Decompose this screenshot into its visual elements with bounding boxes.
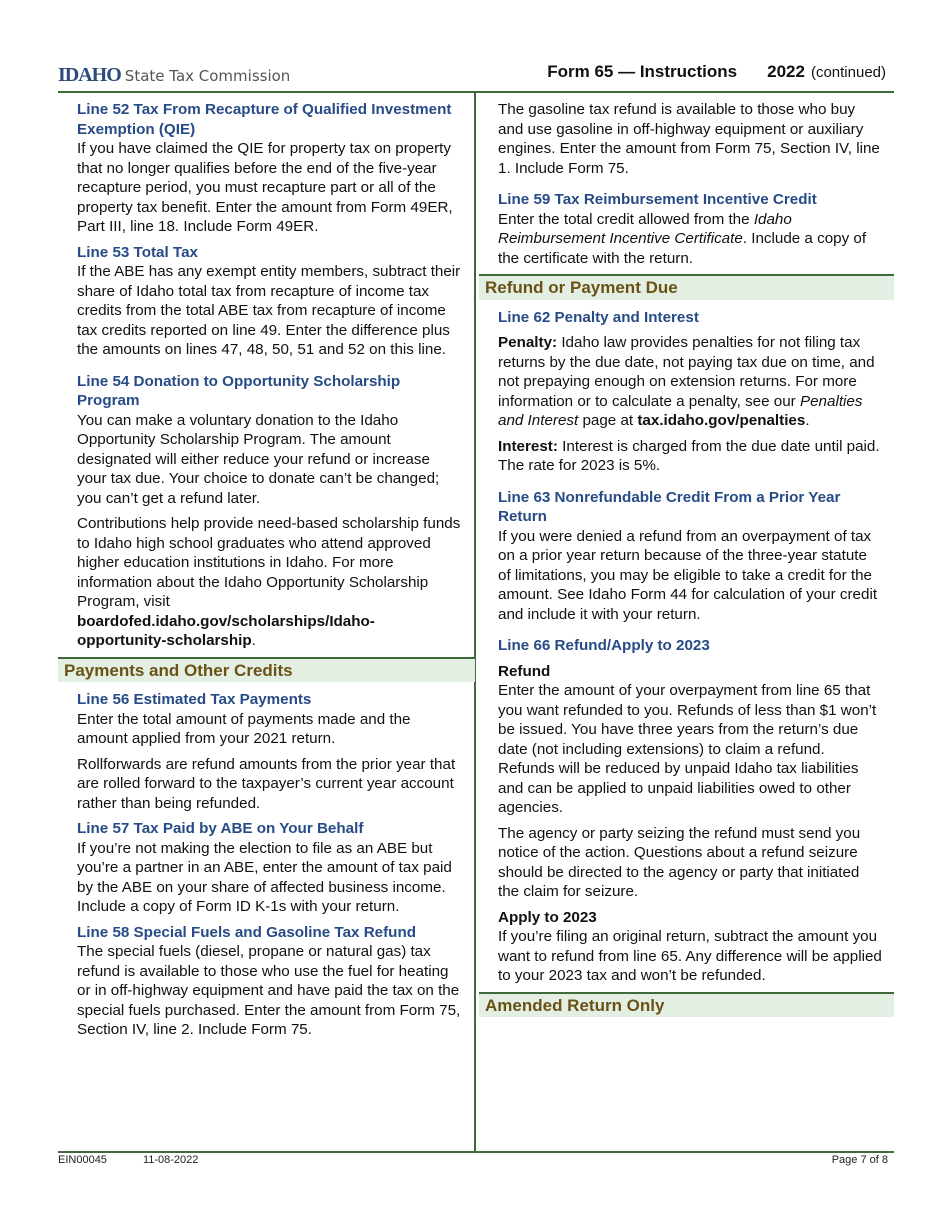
footer-divider: [58, 1151, 894, 1153]
logo-text: IDAHO: [58, 64, 121, 86]
line-52-section: [77, 100, 462, 237]
penalty-body-b: page at: [582, 412, 634, 429]
section-refund-payment: Refund or Payment Due: [479, 274, 894, 300]
section-payments-credits: Payments and Other Credits: [58, 657, 475, 683]
line-56-heading: Line 56 Estimated Tax Payments: [77, 691, 312, 708]
line-56-section: [77, 690, 462, 813]
line-58-continued: [498, 100, 883, 178]
line-59-heading: Line 59 Tax Reimbursement Incentive Credit: [498, 191, 817, 208]
period: .: [251, 632, 256, 649]
interest-body: Interest is charged from the due date until paid. The rate for 2023 is 5%.: [498, 437, 880, 474]
section-amended-return: Amended Return Only: [479, 992, 894, 1018]
page-number: Page 7 of 8: [831, 1154, 888, 1166]
penalties-link[interactable]: tax.idaho.gov/penalties: [637, 412, 806, 429]
penalty-body-a: Idaho law provides penalties for not filing tax returns by the due date, not paying tax due on time, and not prepaying enough on extension returns. For more information or to calculate a penalty, see our: [498, 334, 875, 410]
penalty-text: [498, 333, 883, 431]
line-54-text-2: [77, 514, 462, 651]
refund-seizure-text: The agency or party seizing the refund must send you notice of the action. Questions about a refund seizure should be directed to the agency or party that initiated the claim for seizure.: [498, 824, 861, 900]
certificate-name: Idaho Reimbursement Incentive Certificate: [498, 210, 792, 247]
refund-subheading: Refund: [498, 662, 551, 680]
line-58-section: [77, 923, 462, 1040]
line-59-section: [498, 190, 883, 268]
apply-text: If you’re filing an original return, subtract the amount you want to refund from line 65. Any difference will be applied to your 2023 tax and won’t be refunded.: [498, 928, 882, 984]
line-53-text: If the ABE has any exempt entity members, subtract their share of Idaho total tax from recapture of income tax credits from the total ABE tax from recapture of income tax credits reported on line 49. Enter the difference plus the amounts on lines 47, 48, 50, 51 and 52 on this line.: [77, 263, 461, 358]
line-53-heading: Line 53 Total Tax: [77, 243, 198, 261]
interest-text: [498, 437, 883, 476]
form-title: [547, 62, 886, 82]
form-year: 2022: [767, 62, 805, 81]
line-62-section: [498, 308, 883, 476]
line-52-text: If you have claimed the QIE for property tax on property that no longer qualifies before the end of the five-year recapture period, you must recapture part or all of the property tax benefit. Enter the amount from Form 49ER, Part III, line 18. Include Form 49ER.: [77, 140, 453, 235]
left-column: [64, 100, 462, 1046]
form-code: EIN00045: [58, 1154, 107, 1166]
continued-label: (continued): [810, 64, 886, 81]
form-name: Form 65 — Instructions: [547, 62, 738, 81]
line-59-text: [498, 210, 883, 269]
line-63-heading: Line 63 Nonrefundable Credit From a Prior Year Return: [498, 488, 841, 525]
line-59-text-b: . Include a copy of the certificate with the return.: [498, 230, 867, 267]
revision-date: 11-08-2022: [142, 1154, 199, 1166]
idaho-logo: [58, 64, 290, 87]
line-57-heading: Line 57 Tax Paid by ABE on Your Behalf: [77, 820, 364, 837]
penalty-label: Penalty:: [498, 334, 558, 351]
line-54-heading: Line 54 Donation to Opportunity Scholarship Program: [77, 372, 401, 409]
line-66-heading: Line 66 Refund/Apply to 2023: [498, 637, 710, 654]
apply-subheading: Apply to 2023: [498, 908, 597, 926]
line-59-text-a: Enter the total credit allowed from the: [498, 210, 750, 228]
line-56-text-2: Rollforwards are refund amounts from the prior year that are rolled forward to the taxpayer’s current year account rather than being refunded.: [77, 755, 456, 812]
column-divider: [474, 92, 476, 1152]
agency-name: State Tax Commission: [124, 67, 291, 85]
refund-text: Enter the amount of your overpayment from line 65 that you want refunded to you. Refunds of less than $1 won’t be issued. You have three years from the return’s due date (not including extensions) to claim a refund. Refunds will be reduced by unpaid Idaho tax liabilities and can be applied to unpaid liabilities owed to other agencies.: [498, 682, 877, 816]
right-column: [485, 100, 883, 1025]
interest-label: Interest:: [498, 437, 558, 455]
line-54-section: [77, 372, 462, 651]
line-57-section: [77, 819, 462, 917]
line-58-text: The special fuels (diesel, propane or natural gas) tax refund is available to those who use the fuel for heating or in off-highway equipment and have paid the tax on the special fuels purchased. Enter the amount from Form 75, Section IV, line 2. Include Form 75.: [77, 943, 461, 1038]
line-57-text: If you’re not making the election to file as an ABE but you’re a partner in an ABE, enter the amount of tax paid by the ABE on your share of affected business income. Include a copy of Form ID K-1s with your return.: [77, 839, 452, 915]
penalties-page-name: Penalties and Interest: [498, 392, 863, 429]
line-56-text: Enter the total amount of payments made and the amount applied from your 2021 return.: [77, 710, 411, 747]
period: .: [805, 412, 810, 429]
scholarship-link[interactable]: boardofed.idaho.gov/scholarships/Idaho-opportunity-scholarship: [77, 612, 375, 649]
page-footer: [58, 1154, 894, 1166]
line-66-section: [498, 636, 883, 986]
page-header: [58, 60, 894, 92]
line-54-text: You can make a voluntary donation to the Idaho Opportunity Scholarship Program. The amount designated will either reduce your refund or increase your tax due. Your choice to donate can’t be changed; you can’t get a refund later.: [77, 411, 440, 507]
gasoline-refund-text: The gasoline tax refund is available to those who buy and use gasoline in off-highway equipment or auxiliary engines. Enter the amount from Form 75, Section IV, line 1. Include Form 75.: [498, 101, 880, 177]
line-63-text: If you were denied a refund from an overpayment of tax on a prior year return because of the three-year statute of limitations, you may be eligible to take a credit for the amount. See Idaho Form 44 for calculation of your credit and include it with your return.: [498, 527, 878, 623]
line-63-section: [498, 488, 883, 625]
header-divider: [58, 91, 894, 93]
line-52-heading: Line 52 Tax From Recapture of Qualified Investment Exemption (QIE): [77, 101, 452, 138]
line-58-heading: Line 58 Special Fuels and Gasoline Tax Refund: [77, 923, 416, 941]
line-54-contrib-text: Contributions help provide need-based scholarship funds to Idaho high school graduates who attend approved higher education institutions in Idaho. For more information about the Idaho Opportunity Scholarship Program, visit: [77, 515, 461, 610]
line-53-section: [77, 243, 462, 360]
line-62-heading: Line 62 Penalty and Interest: [498, 308, 699, 326]
